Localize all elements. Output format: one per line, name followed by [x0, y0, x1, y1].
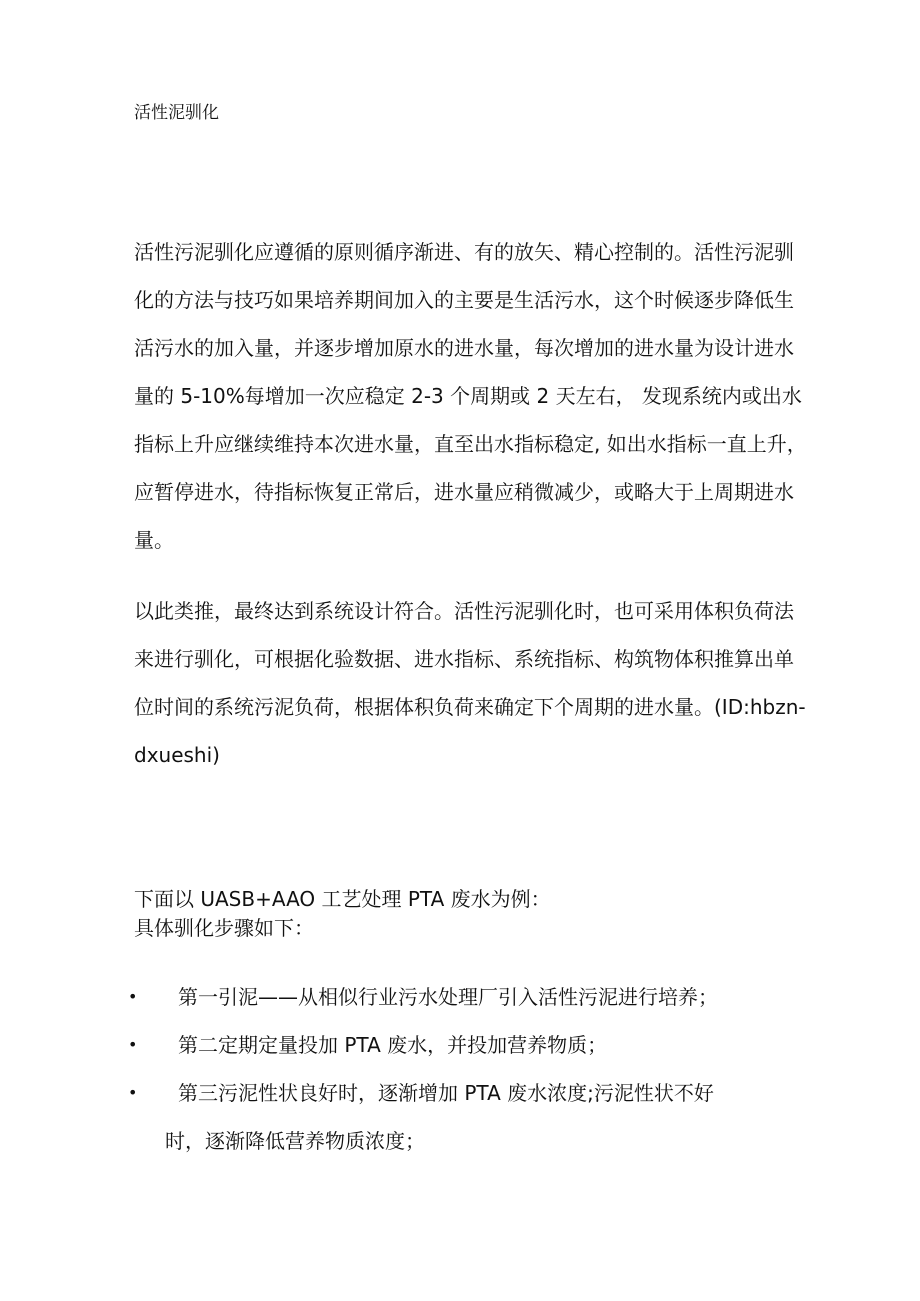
example-intro: [134, 885, 551, 943]
paragraph-volume-load-method: [134, 587, 806, 779]
paragraph-line: 来进行驯化，可根据化验数据、进水指标、系统指标、构筑物体积推算出单: [134, 647, 794, 671]
document-title: 活性泥驯化: [134, 103, 219, 123]
step-text: 第二定期定量投加 PTA 废水，并投加营养物质；: [178, 1033, 608, 1057]
paragraph-line: 应暂停进水，待指标恢复正常后，进水量应稍微减少，或略大于上周期进水: [134, 480, 794, 504]
paragraph-line: 位时间的系统污泥负荷，根据体积负荷来确定下个周期的进水量。(ID:hbzn-: [134, 695, 806, 719]
bullet-icon: •: [128, 1035, 138, 1054]
intro-line: 具体驯化步骤如下：: [134, 916, 314, 940]
step-text-continuation: 时，逐渐降低营养物质浓度；: [165, 1129, 425, 1153]
paragraph-line: 以此类推，最终达到系统设计符合。活性污泥驯化时，也可采用体积负荷法: [134, 599, 794, 623]
step-text: 第一引泥——从相似行业污水处理厂引入活性污泥进行培养；: [178, 985, 718, 1009]
paragraph-line: 活污水的加入量，并逐步增加原水的进水量，每次增加的进水量为设计进水: [134, 336, 794, 360]
paragraph-acclimation-principles: [134, 228, 807, 564]
bullet-icon: •: [128, 987, 138, 1006]
paragraph-line: 化的方法与技巧如果培养期间加入的主要是生活污水，这个时候逐步降低生: [134, 288, 794, 312]
step-text: 第三污泥性状良好时，逐渐增加 PTA 废水浓度;污泥性状不好: [178, 1081, 714, 1105]
paragraph-line: 量。: [134, 528, 174, 552]
paragraph-line: 指标上升应继续维持本次进水量，直至出水指标稳定, 如出水指标一直上升，: [134, 432, 807, 456]
paragraph-line: 活性污泥驯化应遵循的原则循序渐进、有的放矢、精心控制的。活性污泥驯: [134, 240, 794, 264]
bullet-icon: •: [128, 1083, 138, 1102]
paragraph-line: 量的 5-10%每增加一次应稳定 2-3 个周期或 2 天左右， 发现系统内或出水: [134, 384, 802, 408]
paragraph-line: dxueshi): [134, 743, 220, 767]
intro-line: 下面以 UASB+AAO 工艺处理 PTA 废水为例：: [134, 887, 551, 911]
